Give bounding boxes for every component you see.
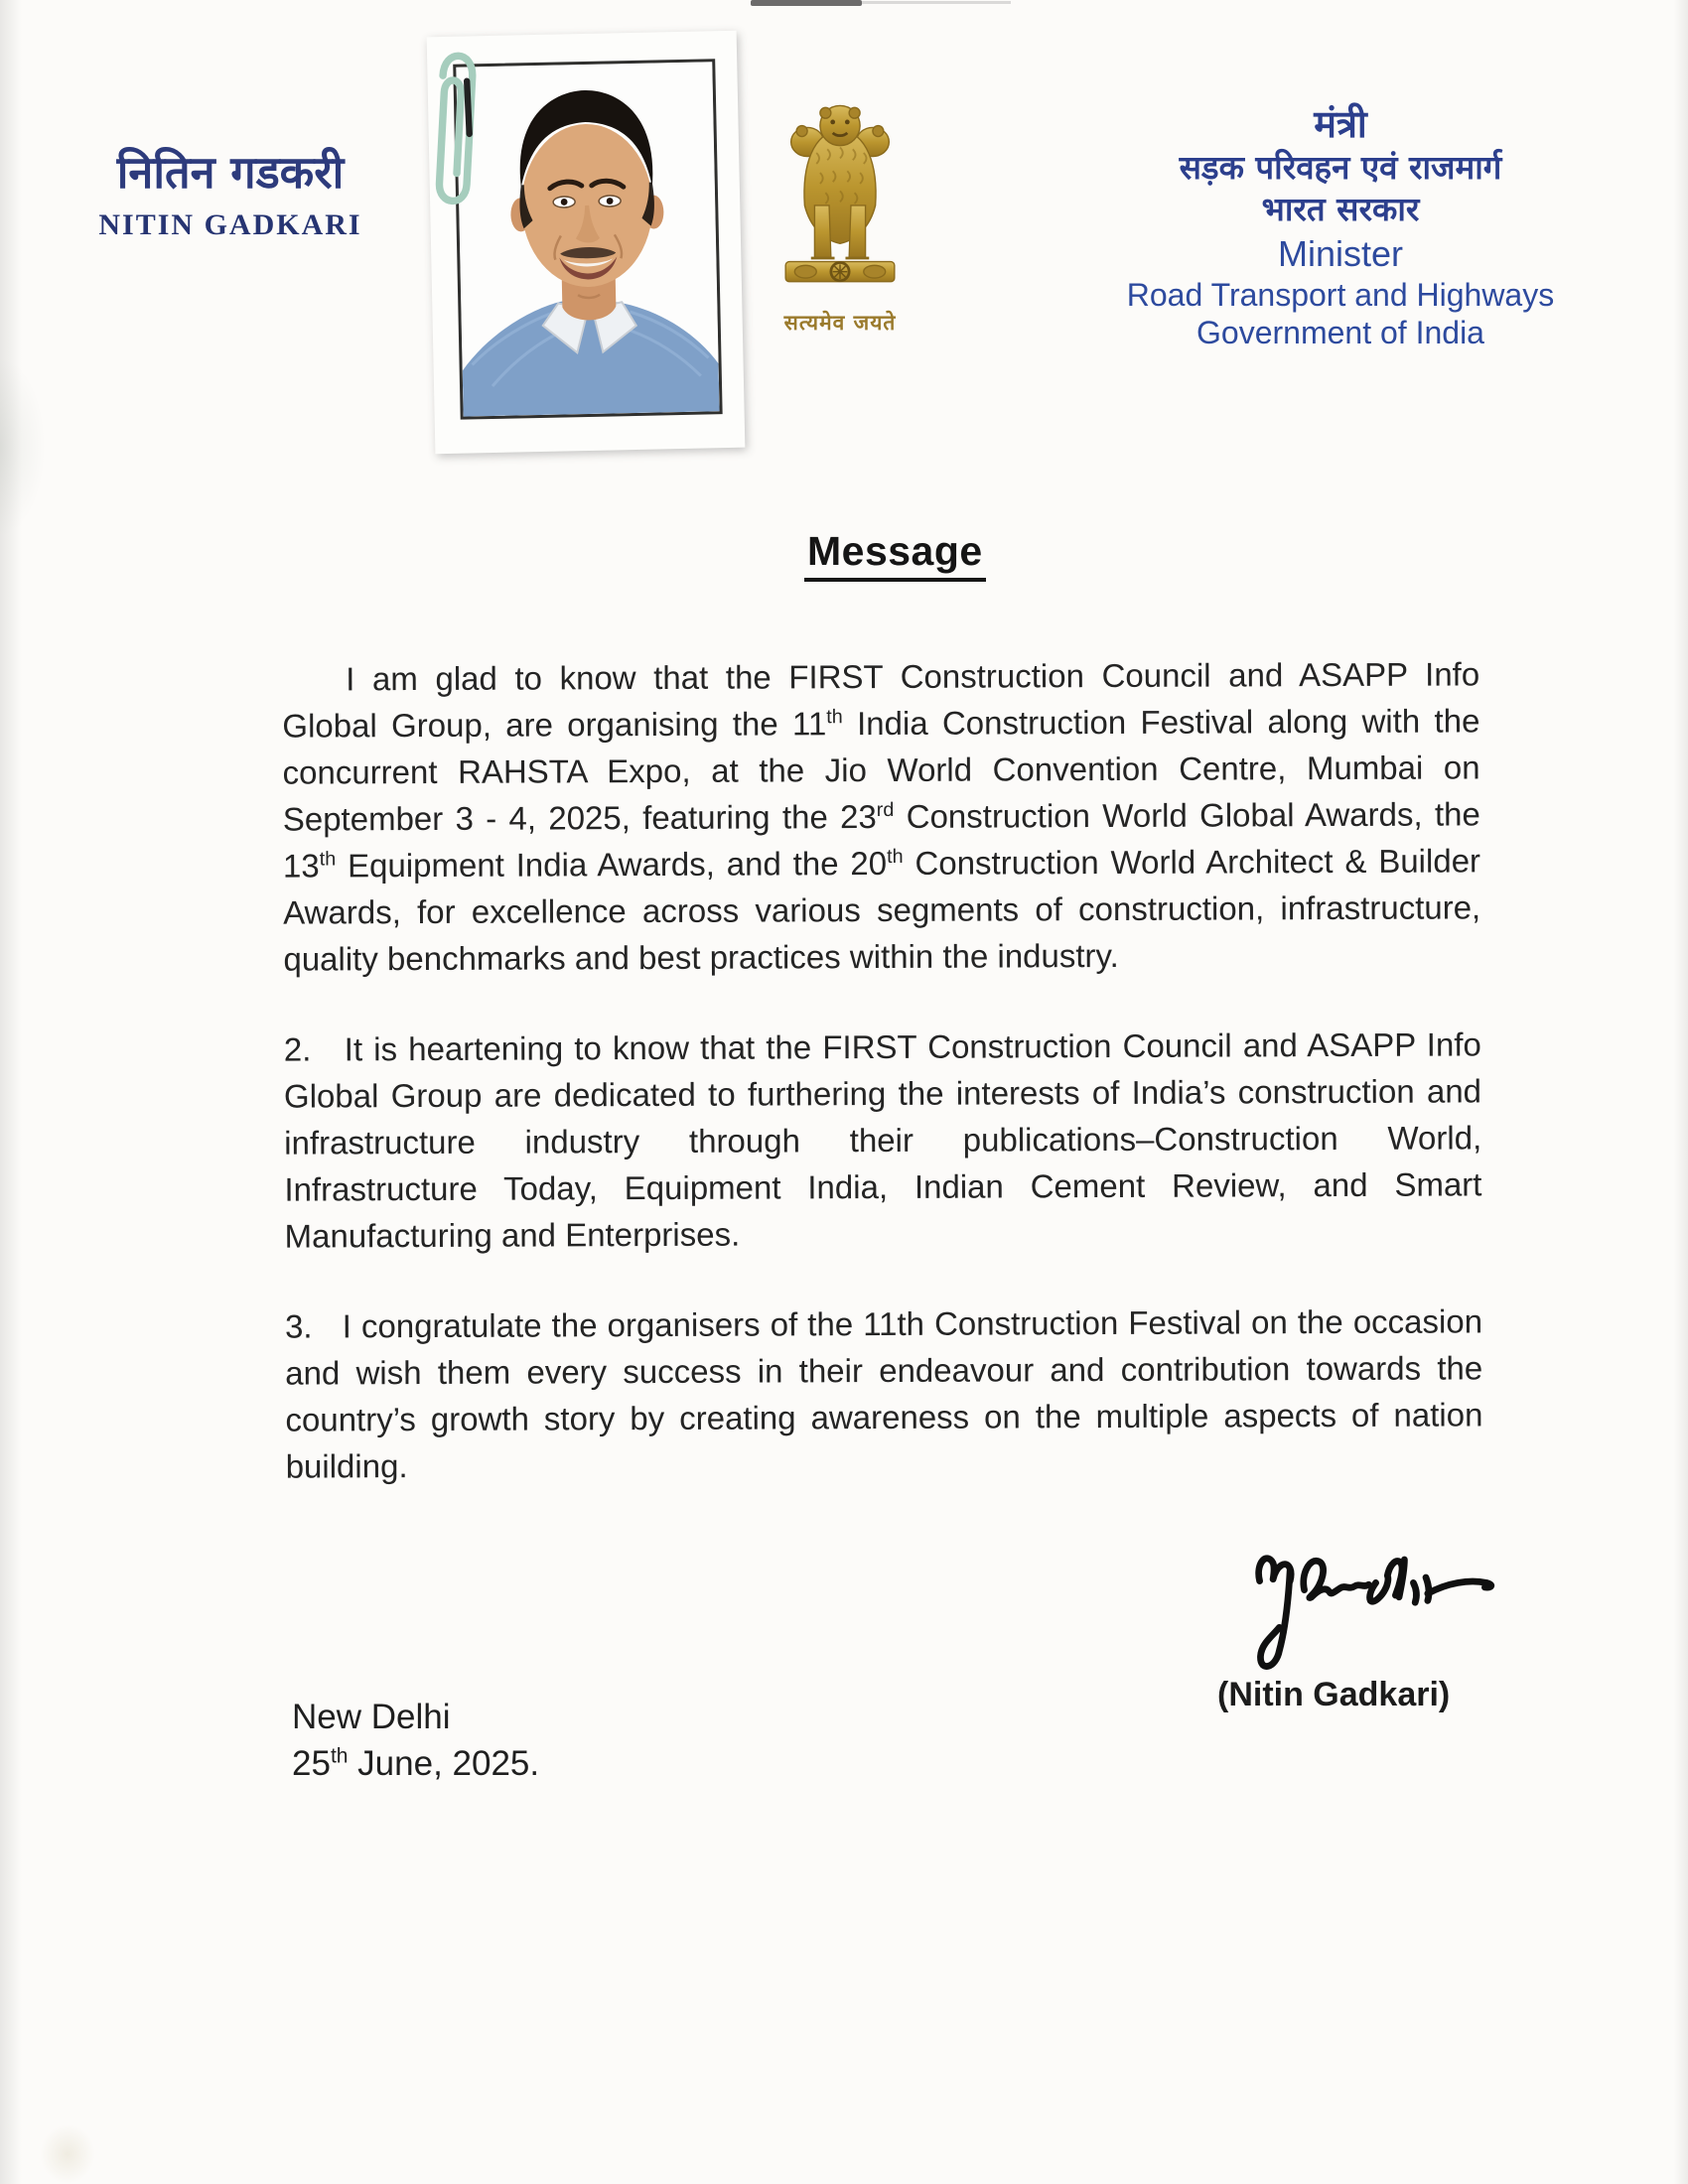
office-ministry-english: Road Transport and Highways bbox=[1126, 277, 1555, 313]
sender-photo bbox=[425, 30, 763, 477]
office-title-english: Minister bbox=[1277, 233, 1404, 274]
place: New Delhi bbox=[292, 1698, 451, 1736]
date: 25th June, 2025. bbox=[292, 1744, 540, 1783]
scan-smudge-left bbox=[0, 357, 46, 536]
emblem-motto: सत्यमेव जयते bbox=[783, 311, 897, 335]
signature-handwriting bbox=[1229, 1521, 1497, 1688]
scan-edge-shadow-right bbox=[1674, 0, 1688, 2184]
paragraph-1: I am glad to know that the FIRST Construction Council and ASAPP Info Global Group, are organising the 11th India Construction Festival along with the concurrent RAHSTA Expo, at the Jio World Convention Centre, Mumbai on September 3 - 4, 2025, featuring the 23rd Construction World Global Awards, the 13th Equipment India Awards, and the 20th Construction World Architect & Builder Awards, for excellence across various segments of construction, infrastructure, quality benchmarks and best practices within the industry. bbox=[282, 655, 1481, 978]
office-ministry-hindi: सड़क परिवहन एवं राजमार्ग bbox=[1179, 148, 1502, 187]
letter-title: Message bbox=[804, 528, 986, 582]
paperclip-icon bbox=[408, 24, 502, 238]
paragraph-2: 2. It is heartening to know that the FIRST Construction Council and ASAPP Info Global Group are dedicated to furthering the interests of India’s construction and infrastructure industry through their publications–Construction World, Infrastructure Today, Equipment India, Indian Cement Review, and Smart Manufacturing and Enterprises. bbox=[283, 1025, 1482, 1255]
sender-name-english: NITIN GADKARI bbox=[98, 208, 362, 241]
sender-name-block bbox=[62, 145, 399, 242]
letter-body bbox=[282, 650, 1483, 1533]
scan-mark-top-faint bbox=[862, 1, 1011, 4]
paragraph-3: 3. I congratulate the organisers of the 11th Construction Festival on the occasion and wish them every success in their endeavour and contribution towards the country’s growth story by creating awareness on the multiple aspects of nation building. bbox=[284, 1302, 1483, 1485]
scan-edge-shadow-left bbox=[0, 0, 22, 2184]
sender-name-hindi: नितिन गडकरी bbox=[116, 146, 345, 199]
signature-name: (Nitin Gadkari) bbox=[1217, 1676, 1451, 1713]
office-title-hindi: मंत्री bbox=[1314, 102, 1367, 146]
scan-mark-top bbox=[751, 0, 862, 6]
place-date-block bbox=[292, 1694, 539, 1787]
office-government-hindi: भारत सरकार bbox=[1261, 190, 1420, 228]
office-government-english: Government of India bbox=[1196, 315, 1484, 350]
national-emblem-block bbox=[763, 89, 917, 337]
scan-smudge-bottom bbox=[40, 2124, 95, 2184]
lion-capital-emblem-icon bbox=[776, 89, 904, 300]
office-block bbox=[1082, 101, 1599, 351]
